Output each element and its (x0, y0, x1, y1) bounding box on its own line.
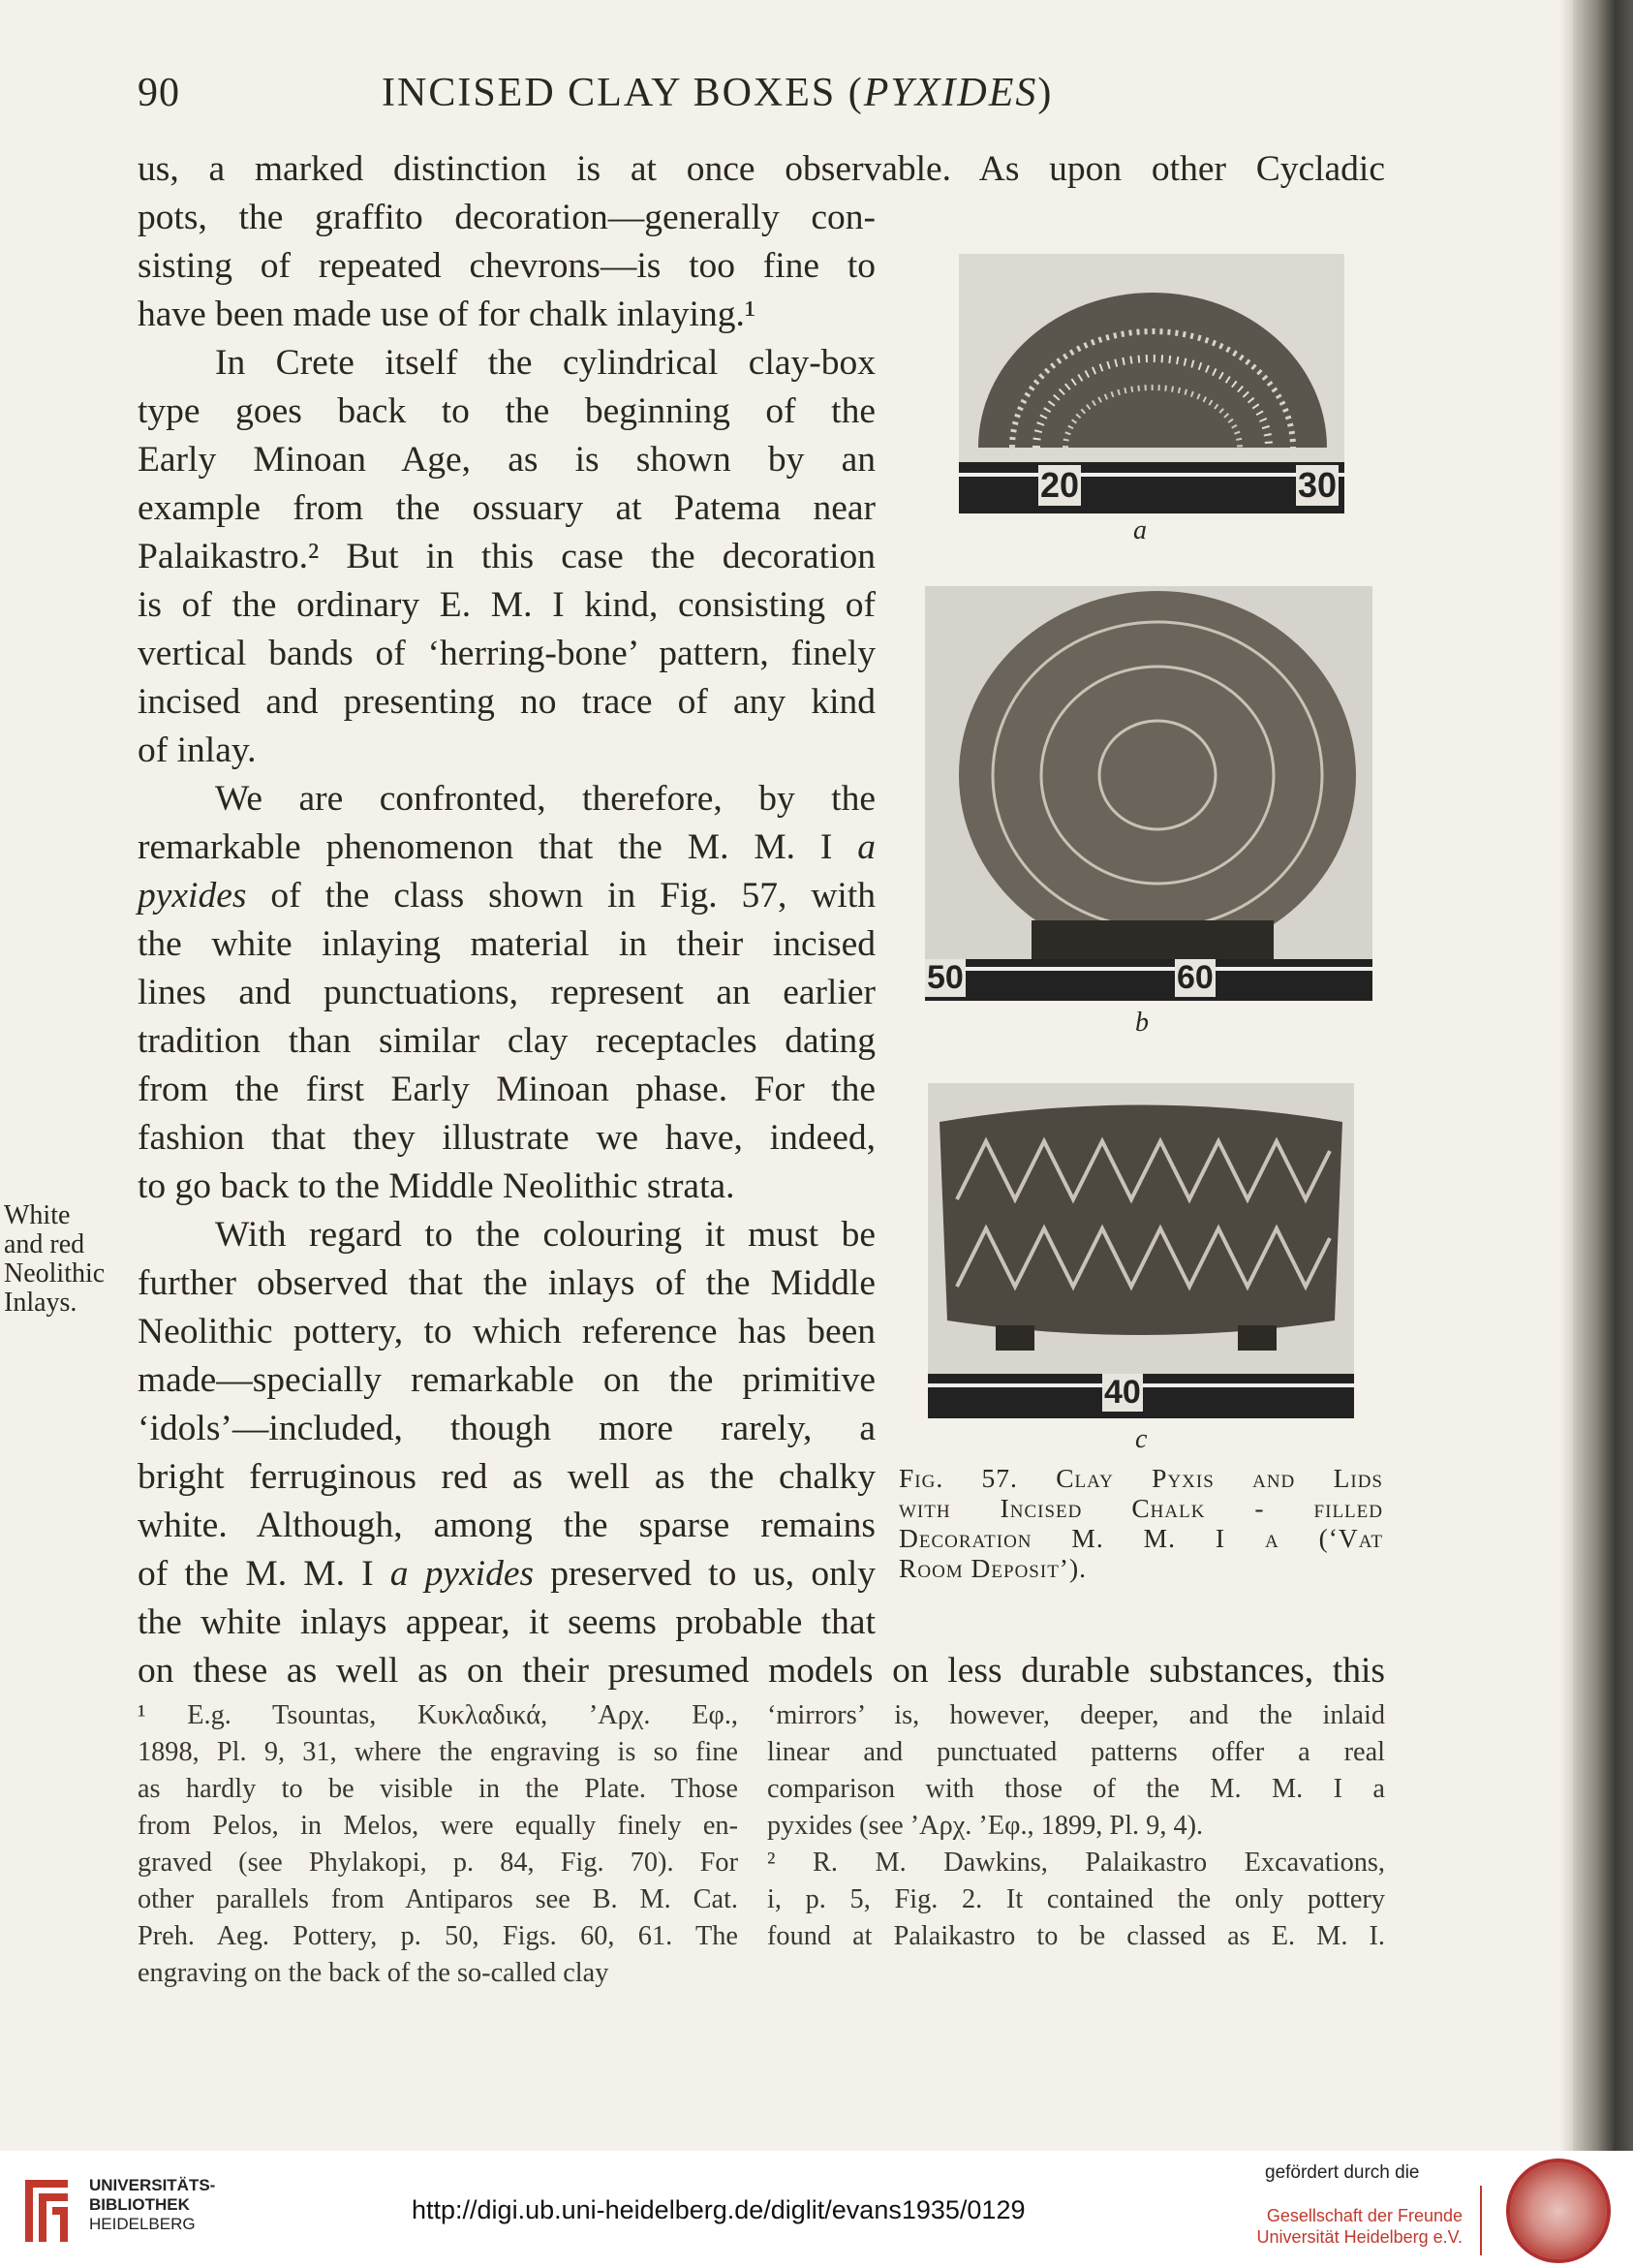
book-edge (1573, 0, 1633, 2151)
text-line: of inlay. (138, 730, 257, 770)
figure-c-label: c (1135, 1424, 1148, 1454)
page-title: INCISED CLAY BOXES (PYXIDES) (382, 71, 1054, 115)
figure-caption: Fig. 57. Clay Pyxis and Lids with Incised Chalk - filled Decoration M. M. I a (‘Vat Room Deposit’). (899, 1463, 1383, 1583)
text-line: Neolithic pottery, to which reference has been (138, 1312, 876, 1351)
text-line: the white inlaying material in their incised (138, 924, 876, 964)
figure-b-photo: 50 60 (925, 586, 1372, 1001)
text-line: Palaikastro.² But in this case the decoration (138, 537, 876, 576)
text-line: tradition than similar clay receptacles dating (138, 1021, 876, 1061)
library-name: UNIVERSITÄTS- BIBLIOTHEK HEIDELBERG (89, 2176, 216, 2233)
text-line: the white inlays appear, it seems probable that (138, 1602, 876, 1642)
text-line: In Crete itself the cylindrical clay-box (215, 343, 876, 383)
page-number: 90 (138, 71, 180, 115)
running-header (138, 70, 1397, 128)
text-line: remarkable phenomenon that the M. M. I a (138, 827, 877, 867)
text-line: to go back to the Middle Neolithic strata. (138, 1166, 735, 1206)
text-line: from the first Early Minoan phase. For the (138, 1070, 876, 1109)
text-line: type goes back to the beginning of the (138, 391, 876, 431)
text-line: us, a marked distinction is at once observable. As upon other Cycladic (138, 149, 1385, 189)
text-line: sisting of repeated chevrons—is too fine to (138, 246, 876, 286)
figure-a-label: a (1133, 515, 1147, 545)
text-line: fashion that they illustrate we have, indeed, (138, 1118, 876, 1158)
text-line: further observed that the inlays of the Middle (138, 1263, 876, 1303)
page-gutter (1559, 0, 1573, 2151)
text-line: Early Minoan Age, as is shown by an (138, 440, 876, 480)
footer-divider (1480, 2186, 1482, 2255)
text-line: ‘idols’—included, though more rarely, a (138, 1409, 876, 1448)
footnotes-right-column: ‘mirrors’ is, however, deeper, and the inlaid linear and punctuated patterns offer a real comparison with those of the M. M. I a pyxides (see ’Αρχ. ’Εφ., 1899, Pl. 9, 4). ² R. M. Dawkins, Palaikastro Excavations, i, p. 5, Fig. 2. It contained the only pottery found at Palaikastro to be classed as E. M. I. (767, 1700, 1385, 1951)
footer-bar (0, 2151, 1633, 2268)
text-line: pyxides of the class shown in Fig. 57, with (138, 876, 876, 916)
text-line: of the M. M. I a pyxides preserved to us, only (138, 1554, 877, 1594)
library-logo-icon (15, 2170, 77, 2252)
marginal-note: White and red Neolithic Inlays. (4, 1200, 106, 1318)
text-line: With regard to the colouring it must be (215, 1215, 876, 1255)
text-line: lines and punctuations, represent an earlier (138, 973, 876, 1012)
text-line: vertical bands of ‘herring-bone’ pattern, finely (138, 634, 876, 673)
text-line: have been made use of for chalk inlaying.¹ (138, 295, 756, 334)
figure-c-photo: 40 (928, 1083, 1354, 1418)
text-line: is of the ordinary E. M. I kind, consisting of (138, 585, 876, 625)
text-line: on these as well as on their presumed models on less durable substances, this (138, 1651, 1385, 1691)
university-seal-icon (1506, 2159, 1611, 2263)
text-line: example from the ossuary at Patema near (138, 488, 876, 528)
source-url-link[interactable]: http://digi.ub.uni-heidelberg.de/diglit/evans1935/0129 (412, 2195, 1026, 2224)
society-name: Gesellschaft der Freunde Universität Heidelberg e.V. (1256, 2206, 1463, 2247)
text-line: white. Although, among the sparse remains (138, 1506, 876, 1545)
text-line: made—specially remarkable on the primitive (138, 1360, 876, 1400)
footnotes-left-column: ¹ E.g. Tsountas, Κυκλαδικά, ’Αρχ. Εφ., 1898, Pl. 9, 31, where the engraving is so fine as hardly to be visible in the Plate. Those from Pelos, in Melos, were equally finely en- graved (see Phylakopi, p. 84, Fig. 70). For other parallels from Antiparos see B. M. Cat. Preh. Aeg. Pottery, p. 50, Figs. 60, 61. The engraving on the back of the so-called clay (138, 1700, 738, 1988)
text-line: We are confronted, therefore, by the (215, 779, 876, 819)
text-line: bright ferruginous red as well as the chalky (138, 1457, 876, 1497)
figure-a-photo: 20 30 (959, 254, 1344, 513)
funded-by-label: gefördert durch die (1265, 2162, 1420, 2183)
text-line: incised and presenting no trace of any kind (138, 682, 876, 722)
figure-b-label: b (1135, 1008, 1149, 1038)
text-line: pots, the graffito decoration—generally con- (138, 198, 876, 237)
